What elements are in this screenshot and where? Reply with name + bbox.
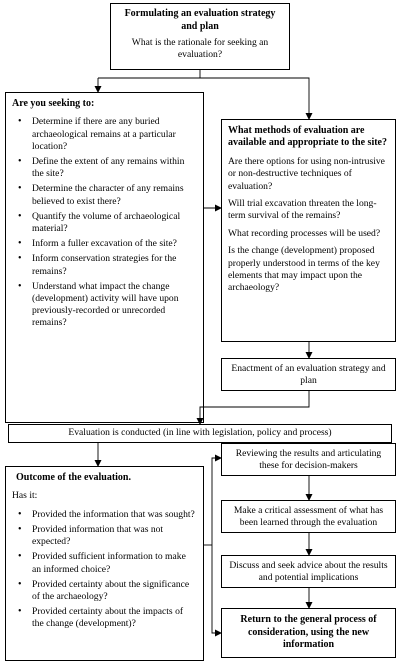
seeking-heading: Are you seeking to: bbox=[12, 98, 95, 109]
list-item: • Provided sufficient information to make an informed choice? bbox=[12, 551, 197, 575]
list-item: • Determine the character of any remains believed to exist there? bbox=[12, 183, 197, 207]
enactment-box bbox=[221, 358, 396, 391]
list-item: • Understand what impact the change (development) activity will have upon previously-recorded or unrecorded remains? bbox=[12, 281, 197, 330]
enactment-text: Enactment of an evaluation strategy and plan bbox=[231, 363, 386, 387]
outcome-list bbox=[12, 509, 197, 631]
methods-paragraph: Will trial excavation threaten the long-term survival of the remains? bbox=[228, 198, 377, 222]
top-box-title: Formulating an evaluation strategy and plan bbox=[124, 8, 276, 32]
return-box bbox=[221, 608, 396, 658]
methods-paragraph: Are there options for using non-intrusive or non-destructive techniques of evaluation? bbox=[228, 155, 385, 192]
list-item: • Define the extent of any remains within the site? bbox=[12, 156, 197, 180]
outcome-box bbox=[5, 466, 204, 661]
seeking-list bbox=[12, 116, 197, 329]
arrow-top-split bbox=[98, 70, 200, 78]
arrow-to-methods bbox=[200, 78, 309, 119]
assessment-box bbox=[221, 500, 396, 533]
outcome-subheading: Has it: bbox=[12, 490, 38, 502]
methods-heading: What methods of evaluation are available and appropriate to the site? bbox=[228, 125, 387, 149]
conducted-text: Evaluation is conducted (in line with legislation, policy and process) bbox=[68, 427, 332, 438]
methods-box bbox=[221, 119, 396, 342]
methods-paragraph: What recording processes will be used? bbox=[228, 227, 381, 239]
top-box bbox=[110, 3, 290, 70]
list-item: • Determine if there are any buried archaeological remains at a particular location? bbox=[12, 116, 197, 153]
top-box-question: What is the rationale for seeking an evaluation? bbox=[131, 37, 269, 61]
arrow-outcome-to-reviewing bbox=[212, 458, 221, 545]
list-item: • Provided certainty about the significance of the archaeology? bbox=[12, 579, 197, 603]
reviewing-box bbox=[221, 443, 396, 476]
list-item: • Quantify the volume of archaeological material? bbox=[12, 211, 197, 235]
list-item: • Provided the information that was sought? bbox=[12, 509, 197, 521]
arrow-outcome-to-return bbox=[212, 545, 221, 633]
assessment-text: Make a critical assessment of what has been learned through the evaluation bbox=[233, 505, 384, 529]
arrow-enactment-to-conducted bbox=[200, 391, 309, 424]
outcome-heading: Outcome of the evaluation. bbox=[16, 472, 131, 483]
methods-paragraph: Is the change (development) proposed properly understood in terms of the key elements that may impact upon the archaeology? bbox=[228, 245, 380, 294]
list-item: • Inform conservation strategies for the remains? bbox=[12, 253, 197, 277]
discuss-box bbox=[221, 555, 396, 588]
list-item: • Inform a fuller excavation of the site? bbox=[12, 238, 197, 250]
conducted-box bbox=[8, 424, 392, 443]
seeking-box bbox=[5, 92, 204, 423]
list-item: • Provided certainty about the impacts of the change (development)? bbox=[12, 606, 197, 630]
reviewing-text: Reviewing the results and articulating these for decision-makers bbox=[235, 448, 382, 472]
list-item: • Provided information that was not expected? bbox=[12, 524, 197, 548]
return-text: Return to the general process of consideration, using the new information bbox=[240, 614, 377, 650]
discuss-text: Discuss and seek advice about the results and potential implications bbox=[229, 560, 388, 584]
